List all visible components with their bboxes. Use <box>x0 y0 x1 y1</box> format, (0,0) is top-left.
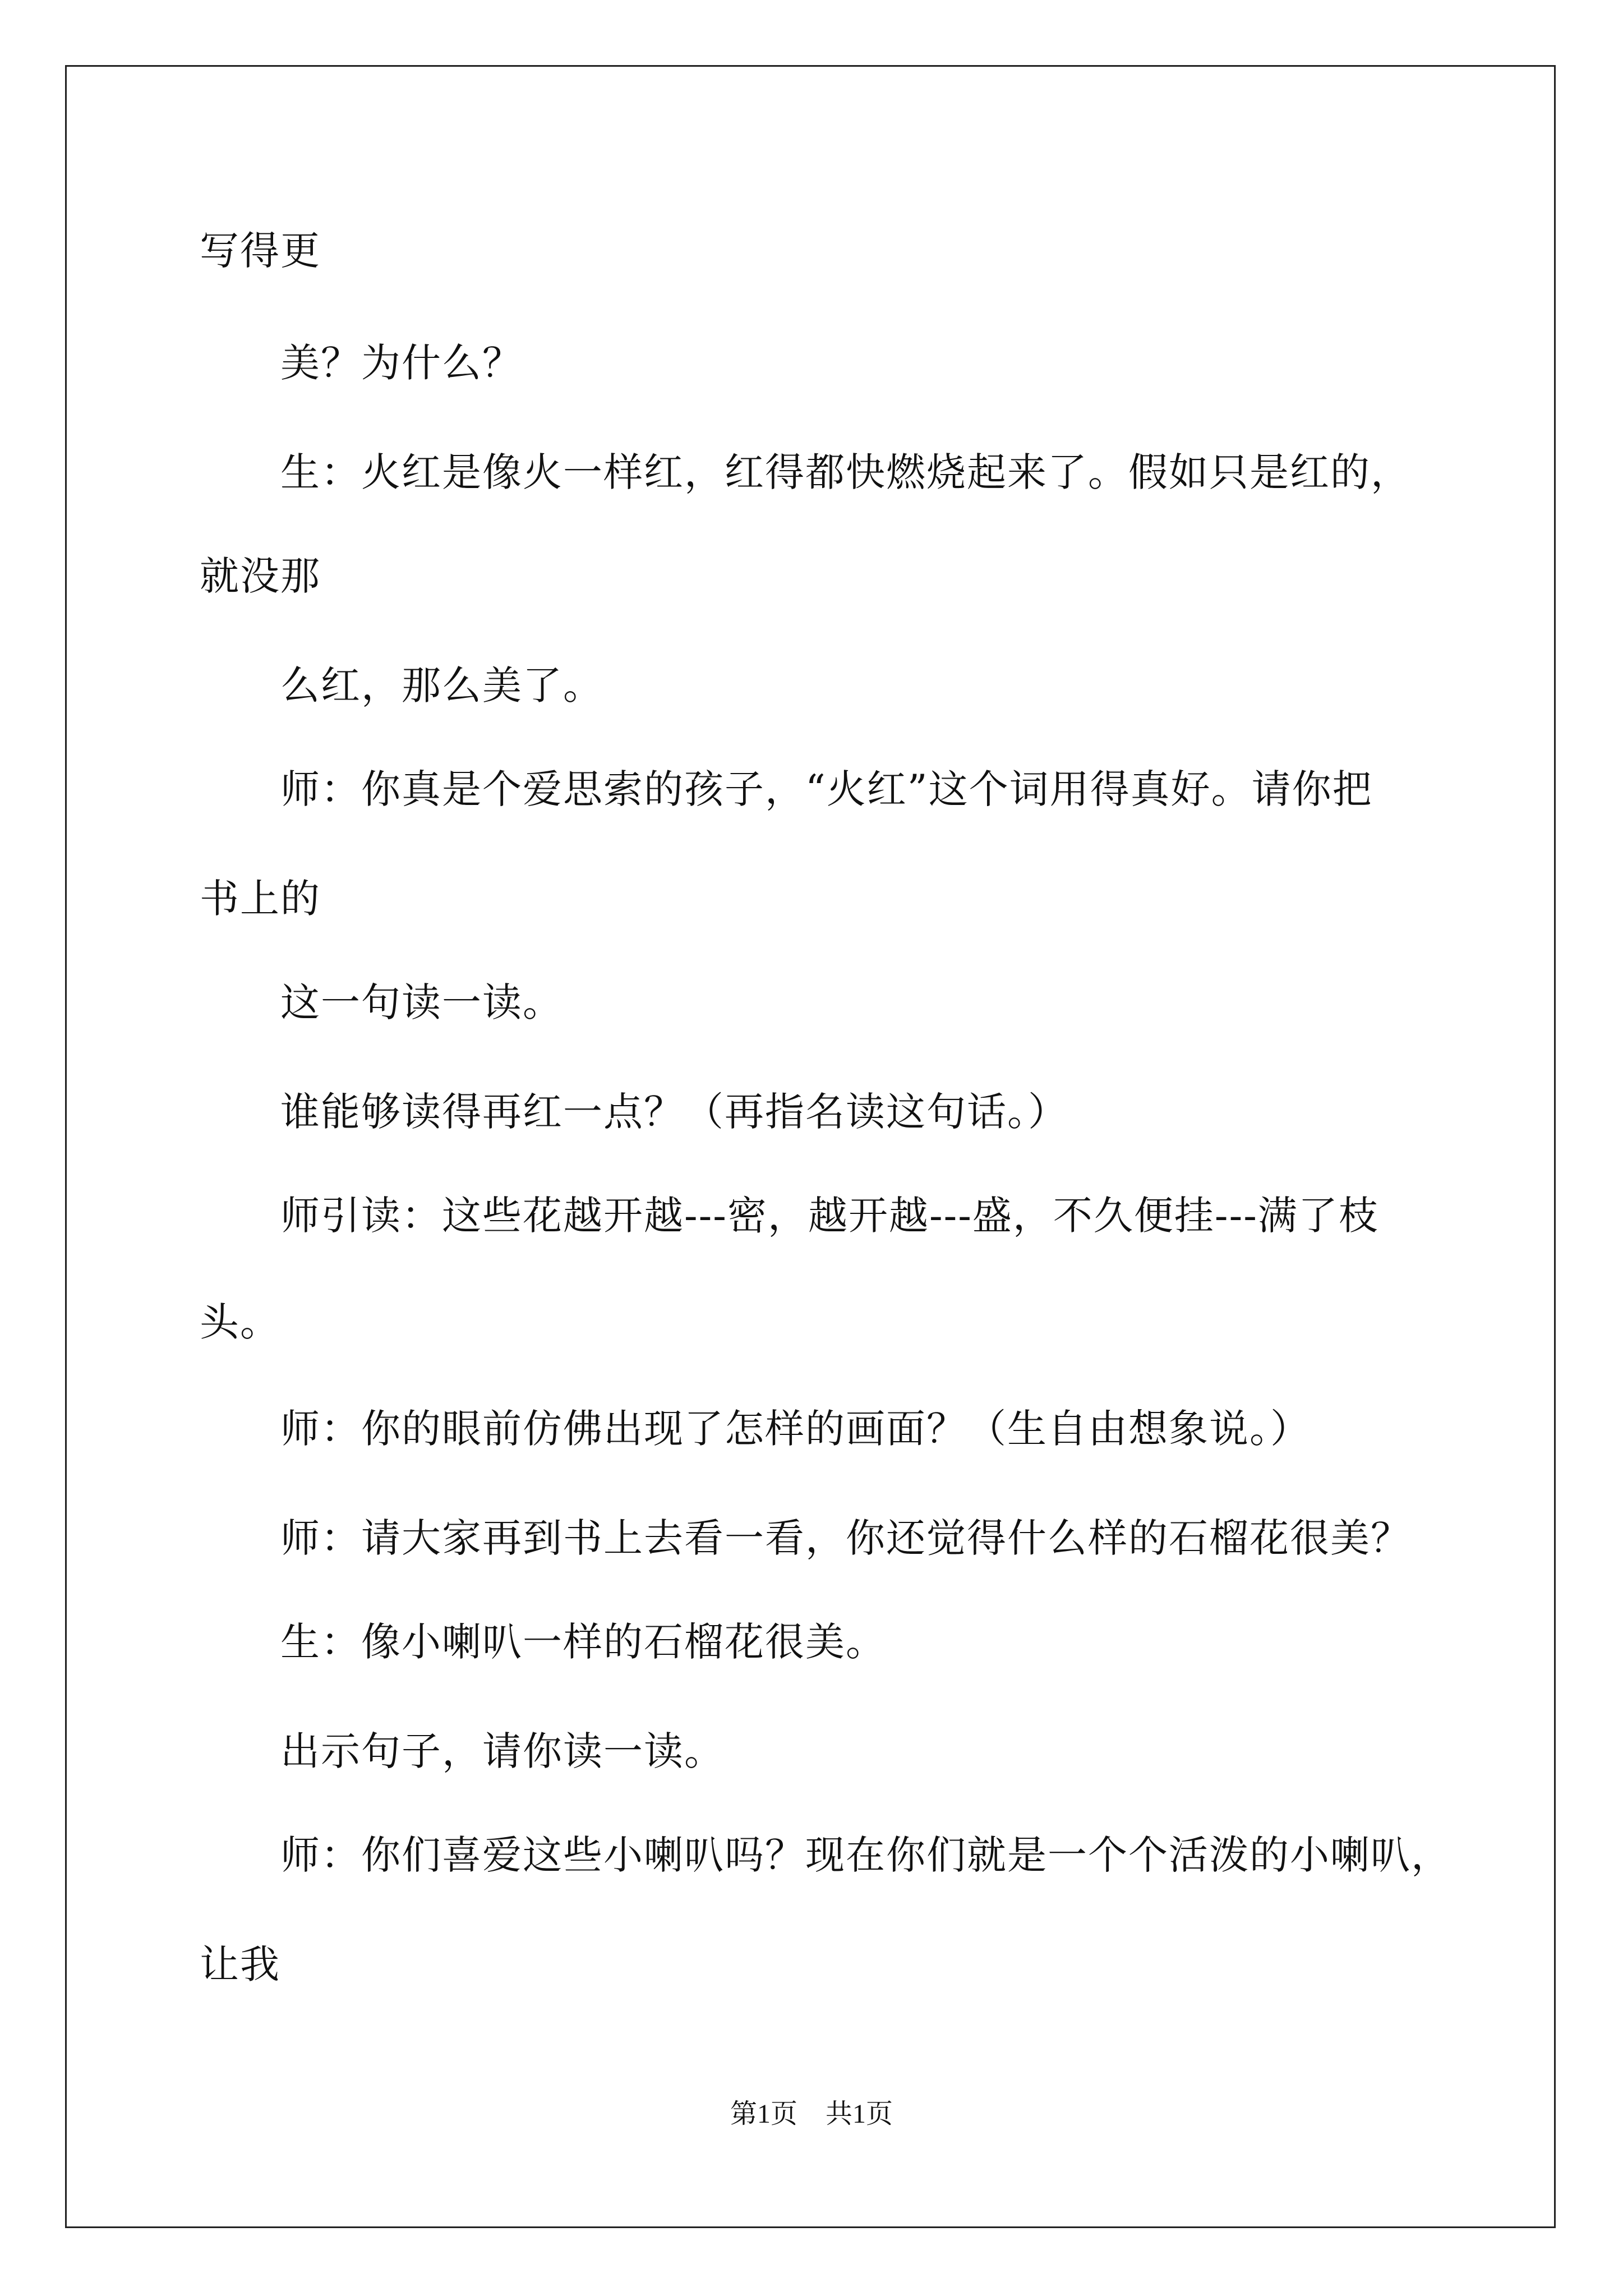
page-total: 共1页 <box>826 2099 893 2129</box>
text-line: 让我 <box>200 1941 280 1987</box>
text-line: 美？为什么？ <box>280 340 523 386</box>
text-line: 头。 <box>200 1299 280 1345</box>
text-line: 谁能够读得再红一点？（再指名读这句话。） <box>280 1089 1068 1135</box>
text-line: 出示句子，请你读一读。 <box>280 1728 725 1774</box>
text-line: 就没那 <box>200 553 321 599</box>
text-line: 书上的 <box>200 876 321 922</box>
text-line: 师：你真是个爱思索的孩子，“火红”这个词用得真好。请你把 <box>280 766 1373 812</box>
text-line: 生：像小喇叭一样的石榴花很美。 <box>280 1619 886 1665</box>
text-line: 师引读：这些花越开越---密，越开越---盛，不久便挂---满了枝 <box>280 1193 1379 1239</box>
text-line: 师：请大家再到书上去看一看，你还觉得什么样的石榴花很美？ <box>280 1515 1411 1561</box>
text-line: 写得更 <box>200 228 321 274</box>
page-number: 第1页 <box>730 2099 797 2129</box>
text-line: 师：你的眼前仿佛出现了怎样的画面？（生自由想象说。） <box>280 1406 1311 1452</box>
text-line: 这一句读一读。 <box>280 979 563 1025</box>
text-line: 师：你们喜爱这些小喇叭吗？现在你们就是一个个活泼的小喇叭， <box>280 1832 1451 1878</box>
text-line: 么红，那么美了。 <box>280 662 603 708</box>
page-border <box>65 65 1556 2228</box>
text-line: 生：火红是像火一样红，红得都快燃烧起来了。假如只是红的， <box>280 449 1411 495</box>
page-footer <box>0 2101 1623 2128</box>
